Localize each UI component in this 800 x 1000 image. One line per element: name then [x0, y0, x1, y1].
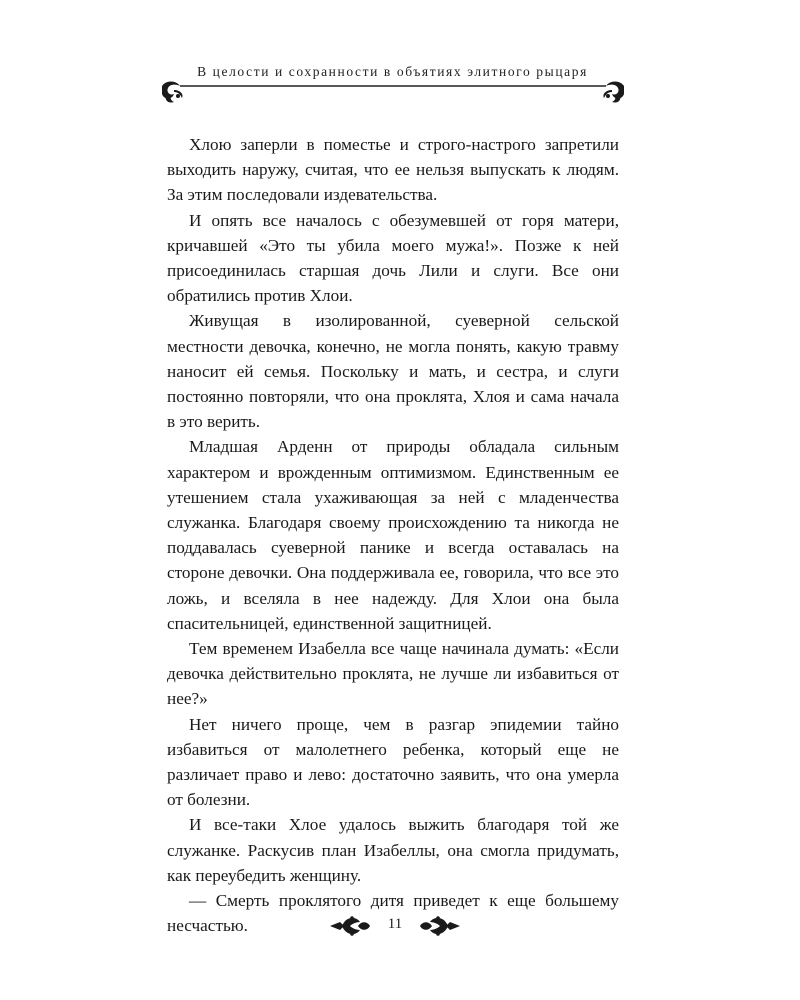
paragraph: Живущая в изолированной, суеверной сельской местности девочка, конечно, не могла понять, какую травму наносит ей семья. Поскольку и мать, и сестра, и слуги постоянно повторяли, что она проклята, Хлоя и сама начала в это верить.	[167, 311, 619, 432]
running-head: В целости и сохранности в объятиях элитного рыцаря	[197, 64, 588, 79]
body-text	[167, 132, 619, 939]
paragraph: Младшая Арденн от природы обладала сильным характером и врожденным оптимизмом. Единственным ее утешением стала ухаживающая за ней с младенчества служанка. Благодаря своему происхождению та никогда не поддавалась суеверной панике и всегда оставалась на стороне девочки. Она поддерживала ее, говорила, что все это ложь, и вселяла в нее надежду. Для Хлои она была спасительницей, единственной защитницей.	[167, 437, 619, 633]
fleuron-right-icon	[420, 914, 460, 938]
page-footer	[330, 910, 460, 942]
flourish-left-icon	[162, 82, 183, 103]
paragraph: Хлою заперли в поместье и строго-настрого запретили выходить наружу, считая, что ее нельзя выпускать к людям. За этим последовали издевательства.	[167, 135, 619, 205]
page-number: 11	[387, 916, 403, 932]
header-ornament-rule	[160, 80, 626, 106]
paragraph: И опять все началось с обезумевшей от горя матери, кричавшей «Это ты убила моего мужа!». Позже к ней присоединилась старшая дочь Лили и слуги. Все они обратились против Хлои.	[167, 210, 619, 306]
paragraph: И все-таки Хлое удалось выжить благодаря той же служанке. Раскусив план Изабеллы, она смогла придумать, как переубедить женщину.	[167, 815, 619, 885]
flourish-right-icon	[603, 82, 624, 103]
dialogue-paragraph: — Смерть проклятого дитя приведет к еще большему несчастью.	[167, 891, 619, 936]
paragraph: Тем временем Изабелла все чаще начинала думать: «Если девочка действительно проклята, не лучше ли избавиться от нее?»	[167, 639, 619, 709]
paragraph: Нет ничего проще, чем в разгар эпидемии тайно избавиться от малолетнего ребенка, который еще не различает право и лево: достаточно заявить, что она умерла от болезни.	[167, 714, 619, 810]
